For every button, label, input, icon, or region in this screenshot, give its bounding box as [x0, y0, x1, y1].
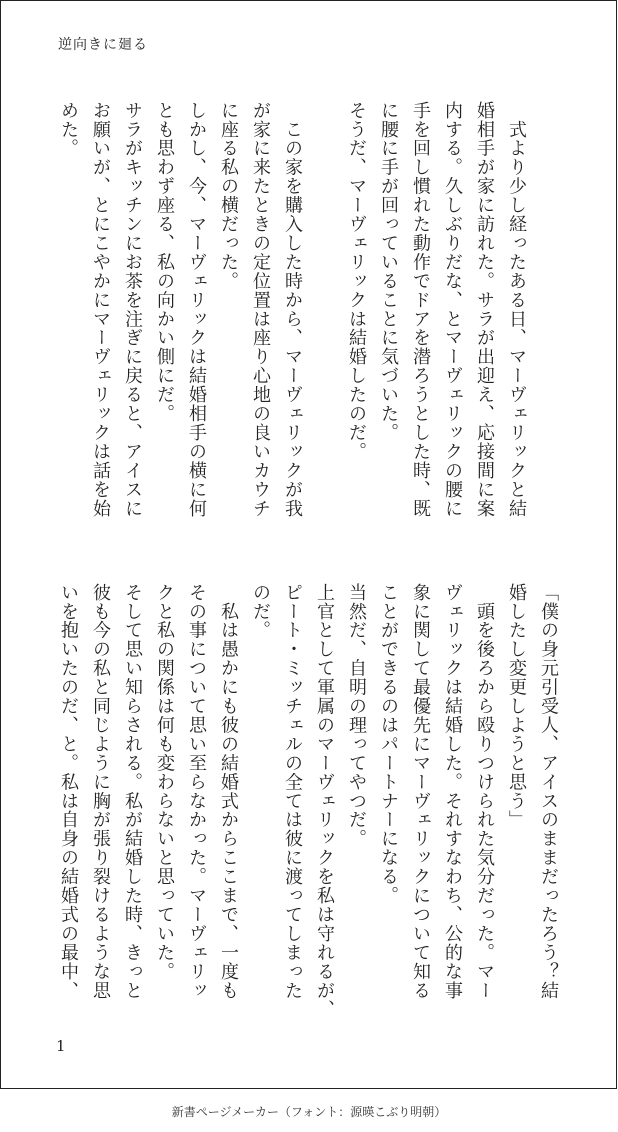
text-column: に腰に手が回っていることに気づいた。 [378, 101, 399, 443]
text-column: この家を購入した時から、マーヴェリックが我 [282, 101, 303, 518]
bottom-text-block [58, 583, 559, 1053]
text-column: 私は愚かにも彼の結婚式からここまで、一度も [218, 583, 239, 1000]
text-column: クと私の関係は何も変わらないと思っていた。 [154, 583, 175, 981]
running-title: 逆向きに廻る [58, 37, 148, 53]
text-column: 上官として軍属のマーヴェリックを私は守れるが、 [314, 583, 335, 1019]
text-column: が家に来たときの定位置は座り心地の良いカウチ [250, 101, 271, 518]
text-column: 婚相手が家に訪れた。サラが出迎え、応接間に案 [474, 101, 495, 518]
text-column: お願いが、とにこやかにマーヴェリックは話を始 [90, 101, 111, 518]
text-column: 内する。久しぶりだな、とマーヴェリックの腰に [442, 101, 463, 518]
page-number: 1 [56, 1037, 66, 1055]
text-column: そして思い知らされる。私が結婚した時、きっと [122, 583, 143, 1000]
top-text-block [58, 101, 528, 571]
text-column: ピート・ミッチェルの全ては彼に渡ってしまった [282, 583, 303, 1000]
text-column: ことができるのはパートナーになる。 [378, 583, 399, 906]
text-column: その事について思い至らなかった。マーヴェリッ [186, 583, 207, 1000]
text-column: 婚したし変更しようと思う」 [506, 583, 527, 830]
text-column: そうだ、マーヴェリックは結婚したのだ。 [346, 101, 367, 462]
footer-credit: 新書ページメーカー（フォント：源暎こぶり明朝） [171, 1105, 447, 1119]
text-column: ヴェリックは結婚した。それすなわち、公的な事 [442, 583, 463, 1000]
text-column: 式より少し経ったある日、マーヴェリックと結 [506, 101, 527, 518]
text-column: 手を回し慣れた動作でドアを潜ろうとした時、既 [410, 101, 431, 518]
text-column: サラがキッチンにお茶を注ぎに戻ると、アイスに [122, 101, 143, 518]
text-column: 象に関して最優先にマーヴェリックについて知る [410, 583, 431, 1000]
text-column: 頭を後ろから殴りつけられた気分だった。マー [474, 583, 495, 1000]
text-column: しかし、今、マーヴェリックは結婚相手の横に何 [186, 101, 207, 518]
text-column: 彼も今の私と同じように胸が張り裂けるような思 [90, 583, 111, 1000]
text-column: 当然だ、自明の理ってやつだ。 [346, 583, 367, 849]
text-column: のだ。 [250, 583, 271, 640]
text-column: めた。 [58, 101, 79, 158]
text-column: とも思わず座る、私の向かい側にだ。 [154, 101, 175, 424]
text-column: 「僕の身元引受人、アイスのままだったろう？結 [538, 583, 559, 1000]
text-column: に座る私の横だった。 [218, 101, 239, 291]
text-column: いを抱いたのだ、と。私は自身の結婚式の最中、 [58, 583, 79, 1000]
